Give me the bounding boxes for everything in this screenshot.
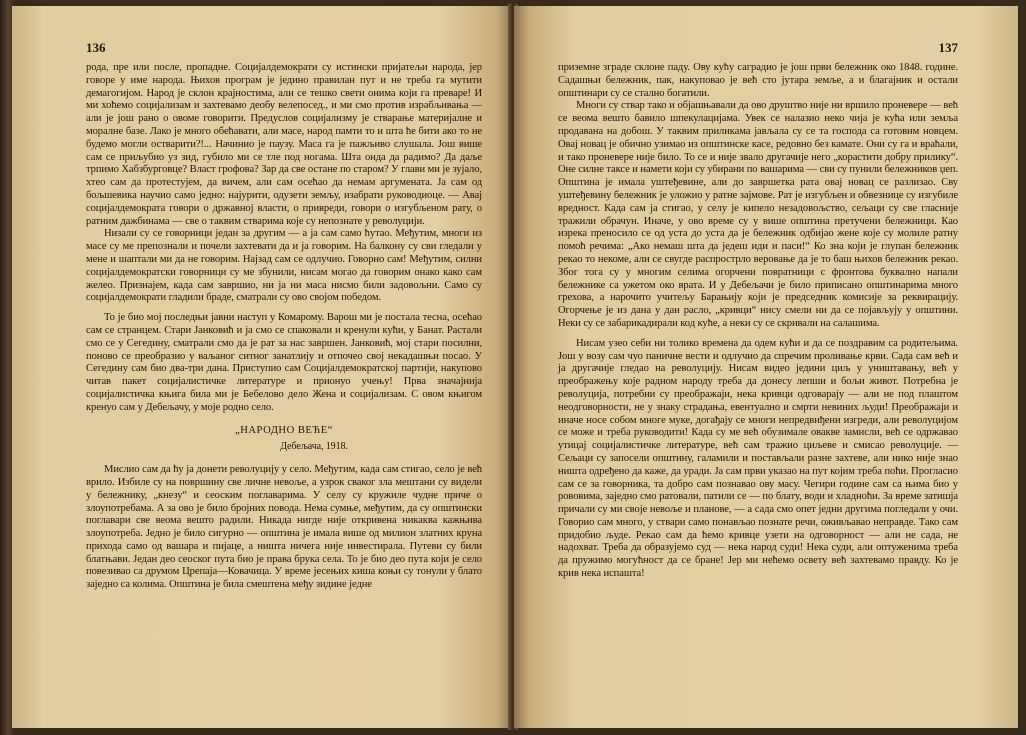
right-page	[514, 6, 1018, 728]
paragraph: Мислио сам да ћу ја донети револуцију у село. Међутим, када сам стигао, село је већ врило. Избиле су на површину све личне невоље, а узрок сваког зла мештани су видели у бележнику, „кнезу“ и сеоским поглаварима. У селу су кружиле чудне приче о злоупотребама. А за ово је било бројних повода. Нема сумње, међутим, да су општински поглавари све веома вешто радили. Никада нигде није откривена никаква кажњива злоупотреба. Једно је било сигурно — општина је имала више од милион златних круна прихода само од вашара и пијаце, а ништа ничега није инвестирала. Путеви су били блатњави. Један део сеоског пута био је права брука села. То је био део пута који је село повезивао са друмом Црепаја—Ковачица. У време јесењих киша коњи су тонули у блато заједно са колима. Општина је била смештена међу зидине једне	[86, 464, 482, 591]
paragraph: Нисам узео себи ни толико времена да одем кући и да се поздравим са родитељима. Још у возу сам чуо паничне вести и одлучио да спречим проливање крви. Сада сам већ и ја другачије гледао на револуцију. Нисам видео једини циљ у уништавању, већ у преображењу које радном народу треба да донесу лепши и бољи живот. Потребна је револуција, потребни су преображаји, нека кривци одговарају — али не под плаштом неодговорности, не у знаку страдања, евентуално и смрти невиних људи! Преображаји и иначе носе собом многе муке, догађају се многи непредвиђени изгреди, али револуцијом се може и треба руководити! Када су ме већ обузимале овакве замисли, већ се одржавао утицај социјалистичке литературе, већ сам тражио циљеве и смисао револуције. — Сељаци су запосели општину, галамили и постављали разне захтеве, али нико није знао ништа одређено да каже, да уради. Ја сам први указао на пут којим треба поћи. Прогласио сам се за говорника, та добро сам познавао ову масу. Чегири године сам са њима био у рововима, заједно смо ратовали, патили се — по блату, води и хладноћи. За време затишја причали су ми своје невоље и планове, — а сада смо опет једни другима погледали у очи. Говорио сам много, у ствари само понављао познате речи, оживљавао неправде. Тако сам придобио људе. Рекао сам да ћемо кривце узети на одговорност — али не сада, не надохват. Треба да образујемо суд — нека народ суди! Нека суди, али оптуженима треба да пружимо могућност да се бране! Јер ми нећемо освету већ захтевамо правду. Ко је крив нека испашта!	[558, 337, 958, 580]
paragraph: рода, пре или после, пропадне. Социјалдемократи су истински пријатељи народа, јер говоре у име народа. Њихов програм је једино правилан пут и не треба га мутити демагогијом. Народ је склон крајностима, али се тешко свети онима који га преваре! И ми хоћемо социјализам и захтевамо деобу велепосед., и ми смо против израбљивања — али је још рано о овоме говорити. Предуслов социјализму је стварање материјалне и моралне базе. Лако је много обећавати, али масе, народ памти то и шта ће бити ако то не будемо могли остварити?!... Начинио је паузу. Маса га је пажљиво слушала. Још више сам се приљубио уз зид, губило ми се тле под ногама. Шта онда да радимо? Да даље трпимо Хабзбурговце? Власт грофова? Зар да све остане по старом? У глави ми је зујало, хтео сам да протестујем, да вичем, али сам осећао да немам аргумената. Ја сам од бољшевика научио само једно: најурити, одузети земљу, изабрати руководиоце. — Авај социјалдемократа говори о државној власти, о привреди, говори о изгубљеном рату, о ратним дажбинама — све о таквим стварима које су непознате у револуцији.	[86, 62, 482, 227]
page-number-left: 136	[86, 40, 106, 55]
paragraph: Низали су се говорници један за другим — а ја сам само ћутао. Међутим, многи из масе су ме препознали и почели захтевати да и ја говорим. На балкону су сви гледали у мене и шаптали ми да не говорим. Најзад сам се одлучио. Говорно сам! Међутим, силни социјалдемократски говорници су ме збунили, нисам могао да говорим онако како сам желео. Признајем, када сам завршио, ни ја ни маса нисмо били задовољни. Само су социјалдемократи гладили браде, сматрали су ово својом победом.	[86, 228, 482, 304]
section-heading: „НАРОДНО ВЕЋЕ“	[235, 424, 333, 436]
page-number-right: 137	[938, 40, 958, 55]
right-page-text	[558, 62, 958, 581]
left-page-text	[86, 62, 482, 592]
section-dateline: Дебељача, 1918.	[280, 441, 348, 453]
paragraph: приземне зграде склоне паду. Ову кућу саградио је још први бележник око 1848. године. Садашњи бележник, пак, накуповао је већ сто јутара земље, а и благајник и остали општинари су се стално богатили.	[558, 62, 958, 99]
paragraph: То је био мој последњи јавни наступ у Комарому. Варош ми је постала тесна, осећао сам се странцем. Стари Јанковић и ја смо се спаковали и кренули кући, у Банат. Растали смо се у Сегедину, сматрали смо да је рат за нас завршен. Јанковић, мој стари посилни, поново се преобразио у ваљаног ситног занатлију и отпочео свој некадашњи посао. У Сегедину сам био два-три дана. Приступио сам Социјалдемократској партији, накупово читав пакет социјалистичке литературе и прионуо учењу! Прва значајнија социјалистичка књига била ми је Бебелово дело Жена и социјализам. С овом књигом кренуо сам у Дебељачу, у моје родно село.	[86, 312, 482, 413]
left-page	[12, 6, 512, 728]
paragraph: Многи су ствар тако и објашњавали да ово друштво није ни вршило проневере — већ се веома вешто бавило шпекулацијама. Увек се налазио неко чија је кућа или земља продавана на добош. У таквим приликама јављала су се та господа са готовим новцем. Овај новац је обично узимао из општинске касе, редовно без камате. Они су га и враћали, и тако проневере није било. То се и није звало другачије него „корастити добру прилику“. Оне силне таксе и намети који су убирани по вашарима — сви су пунили бележников џеп. Општина је имала уштеђевине, али до завршетка рата овај новац се разлизао. Сву уштеђевину бележник је уложио у ратне зајмове. Рат је изгубљен и обвезнице су изгубиле вредност. Када сам ја стигао, у селу је кипело незадовољство, сељаци су све гласније тражили обрачун. Иначе, у ово време су у више општина претучени бележници. Као изрека преносило се од уста до уста да је бележник одбијао жене које су молиле ратну помоћ речима: „Ако немаш шта да једеш иди и паси!“ Ко зна који је глупан бележник рекао то некоме, али се свугде распрострло веровање да је то баш њихов бележник рекао. Због тога су у многим селима огорчени повратници с фронтова буквално напали бележнике са ужетом око врата. И у Дебељачи је било приписано општинарима много грехова, а нарочито учитељу Барањију који је председник комисије за реквирацију. Огорчење је из дана у дан расло, „кривци“ нису смели ни да се појављују у општини. Неки су се забарикадирали код куће, а неки су се скривали на салашима.	[558, 100, 958, 329]
